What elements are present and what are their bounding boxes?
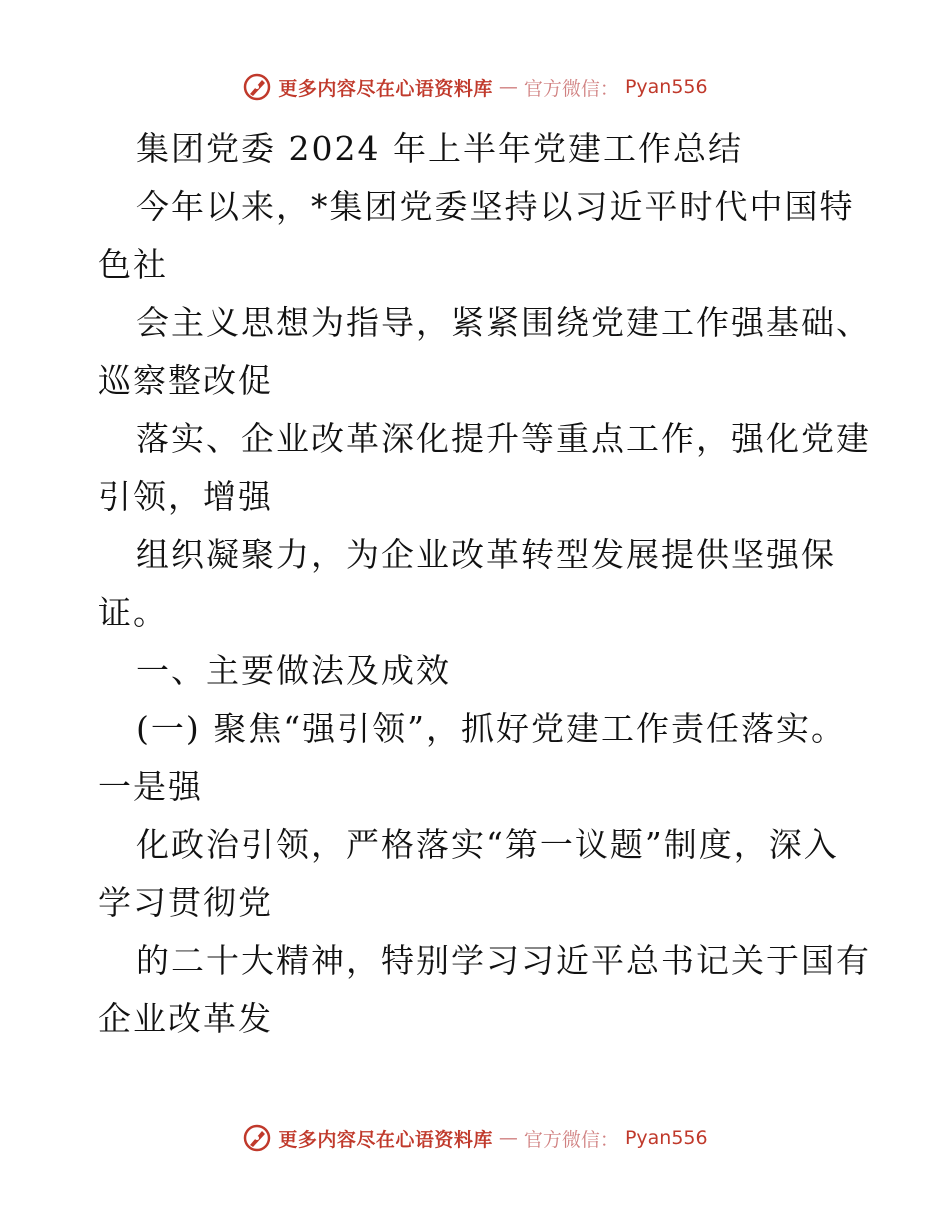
text-line: 色社 bbox=[98, 245, 168, 284]
text-line: 组织凝聚力，为企业改革转型发展提供坚强保 bbox=[136, 535, 836, 574]
pen-logo-icon bbox=[242, 1123, 272, 1153]
watermark-wechat-label: 官方微信： bbox=[523, 1128, 619, 1151]
watermark-main-text: 更多内容尽在心语资料库 bbox=[278, 77, 493, 100]
text-line: (一) 聚焦“强引领”，抓好党建工作责任落实。 bbox=[136, 709, 846, 748]
text-line: 一、主要做法及成效 bbox=[136, 651, 451, 690]
text-line: 一是强 bbox=[98, 767, 203, 806]
text-line: 会主义思想为指导，紧紧围绕党建工作强基础、 bbox=[136, 303, 871, 342]
text-line: 巡察整改促 bbox=[98, 361, 273, 400]
watermark-footer bbox=[0, 1123, 950, 1153]
watermark-wechat-label: 官方微信： bbox=[523, 77, 619, 100]
pen-logo-icon bbox=[242, 72, 272, 102]
watermark-main-text: 更多内容尽在心语资料库 bbox=[278, 1128, 493, 1151]
watermark-header bbox=[0, 72, 950, 102]
watermark-wechat-id: Pyan556 bbox=[624, 1127, 708, 1149]
text-line: 的二十大精神，特别学习习近平总书记关于国有 bbox=[136, 941, 871, 980]
watermark-wechat-id: Pyan556 bbox=[624, 76, 708, 98]
document-body bbox=[98, 120, 871, 1048]
text-line: 落实、企业改革深化提升等重点工作，强化党建 bbox=[136, 419, 871, 458]
text-line: 今年以来，*集团党委坚持以习近平时代中国特 bbox=[136, 187, 855, 226]
text-line: 学习贯彻党 bbox=[98, 883, 273, 922]
text-line: 引领，增强 bbox=[98, 477, 273, 516]
watermark-dash: — bbox=[498, 76, 518, 98]
text-line: 证。 bbox=[98, 593, 168, 632]
watermark-dash: — bbox=[498, 1127, 518, 1149]
document-title: 集团党委 2024 年上半年党建工作总结 bbox=[136, 129, 743, 168]
text-line: 化政治引领，严格落实“第一议题”制度，深入 bbox=[136, 825, 839, 864]
text-line: 企业改革发 bbox=[98, 999, 273, 1038]
